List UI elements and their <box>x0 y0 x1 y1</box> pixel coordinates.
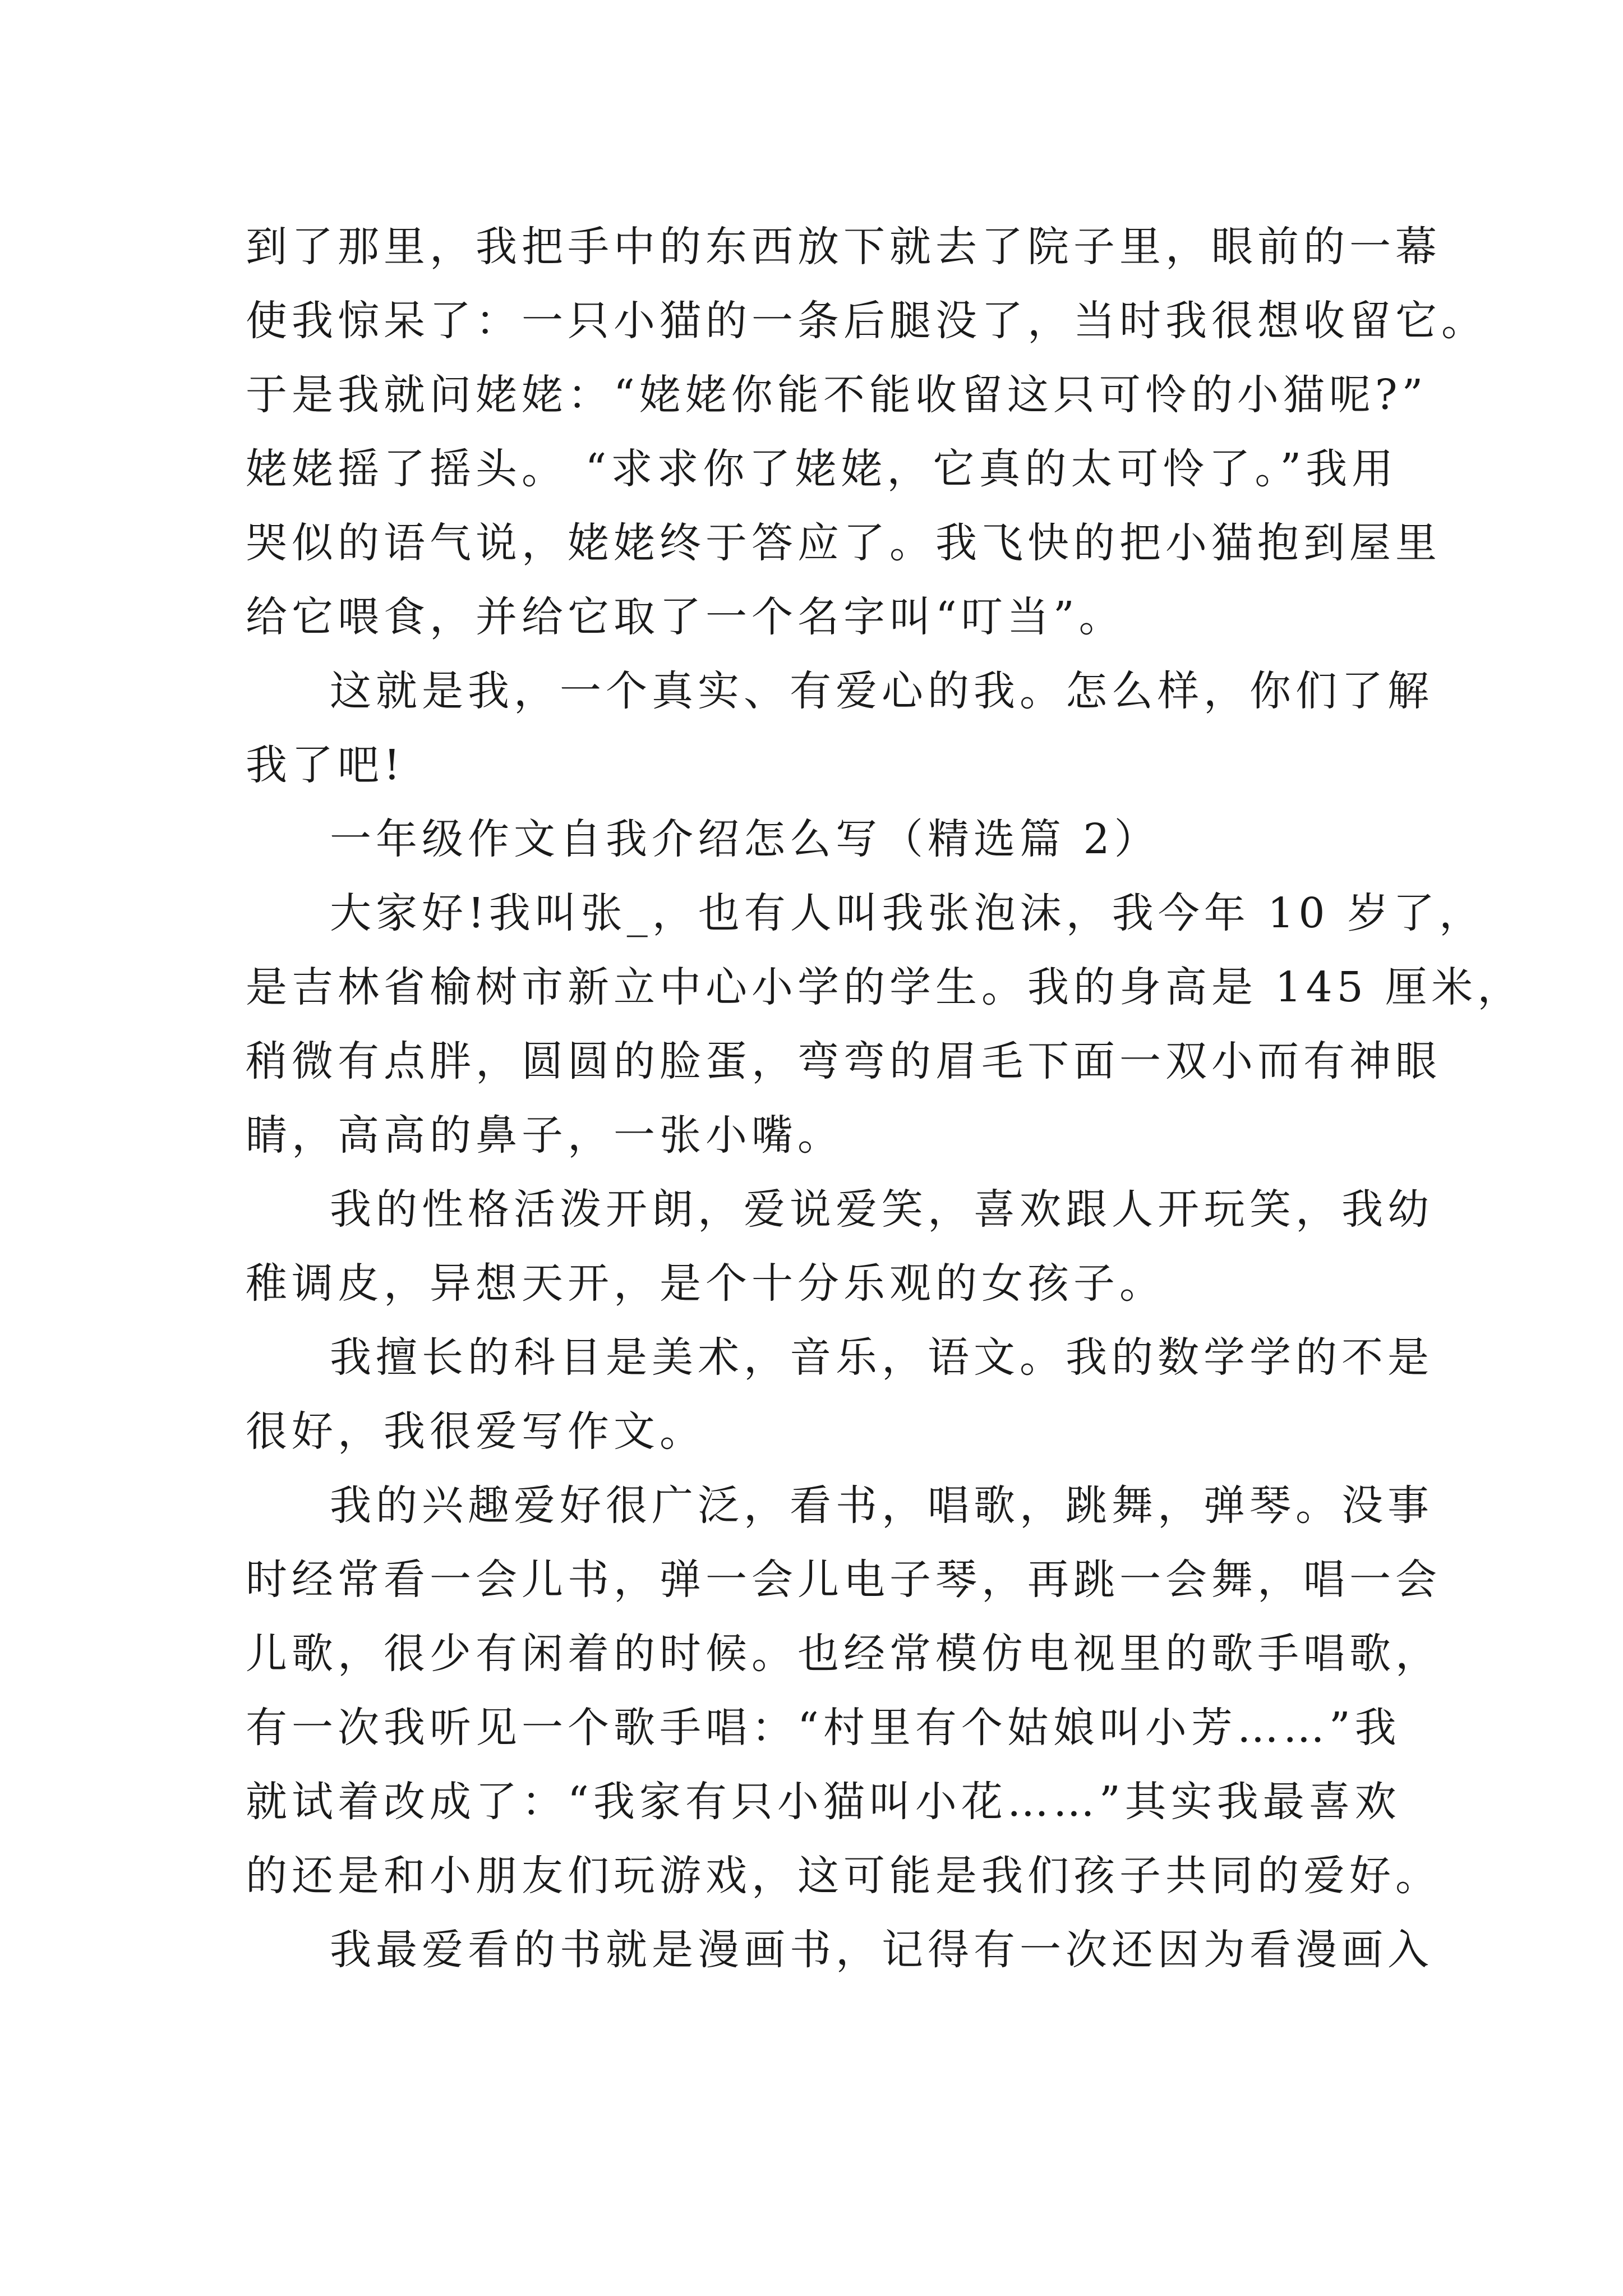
text-line: 有一次我听见一个歌手唱：“村里有个姑娘叫小芳……”我 <box>246 1704 1401 1752</box>
text-line: 就试着改成了：“我家有只小猫叫小花……”其实我最喜欢 <box>246 1778 1401 1826</box>
paragraph-first-line: 我最爱看的书就是漫画书，记得有一次还因为看漫画入 <box>330 1926 1433 1974</box>
text-line: 于是我就问姥姥：“姥姥你能不能收留这只可怜的小猫呢?” <box>246 371 1428 419</box>
text-line: 稚调皮，异想天开，是个十分乐观的女孩子。 <box>246 1259 1165 1308</box>
text-line: 时经常看一会儿书，弹一会儿电子琴，再跳一会舞，唱一会 <box>246 1556 1441 1604</box>
text-line: 哭似的语气说，姥姥终于答应了。我飞快的把小猫抱到屋里 <box>246 519 1441 567</box>
paragraph-first-line: 大家好!我叫张_，也有人叫我张泡沫，我今年 10 岁了， <box>330 889 1485 937</box>
paragraph-first-line: 我的性格活泼开朗，爱说爱笑，喜欢跟人开玩笑，我幼 <box>330 1185 1433 1234</box>
document-body <box>246 210 1524 1987</box>
paragraph-first-line: 我擅长的科目是美术，音乐，语文。我的数学学的不是 <box>330 1333 1433 1382</box>
text-line: 稍微有点胖，圆圆的脸蛋，弯弯的眉毛下面一双小而有神眼 <box>246 1037 1441 1085</box>
text-line: 儿歌，很少有闲着的时候。也经常模仿电视里的歌手唱歌， <box>246 1630 1441 1678</box>
text-line: 给它喂食，并给它取了一个名字叫“叮当”。 <box>246 593 1125 641</box>
paragraph-first-line: 这就是我，一个真实、有爱心的我。怎么样，你们了解 <box>330 667 1433 715</box>
text-line: 我了吧! <box>246 741 405 789</box>
text-line: 睛，高高的鼻子，一张小嘴。 <box>246 1111 843 1159</box>
text-line: 使我惊呆了：一只小猫的一条后腿没了，当时我很想收留它。 <box>246 297 1487 345</box>
section-heading: 一年级作文自我介绍怎么写（精选篇 2） <box>330 815 1160 863</box>
text-line: 很好，我很爱写作文。 <box>246 1407 706 1456</box>
paragraph-first-line: 我的兴趣爱好很广泛，看书，唱歌，跳舞，弹琴。没事 <box>330 1481 1433 1530</box>
text-line: 是吉林省榆树市新立中心小学的学生。我的身高是 145 厘米， <box>246 963 1524 1011</box>
text-line: 的还是和小朋友们玩游戏，这可能是我们孩子共同的爱好。 <box>246 1852 1441 1900</box>
text-line: 到了那里，我把手中的东西放下就去了院子里，眼前的一幕 <box>246 223 1441 271</box>
text-line: 姥姥摇了摇头。 “求求你了姥姥，它真的太可怜了。”我用 <box>246 445 1398 493</box>
